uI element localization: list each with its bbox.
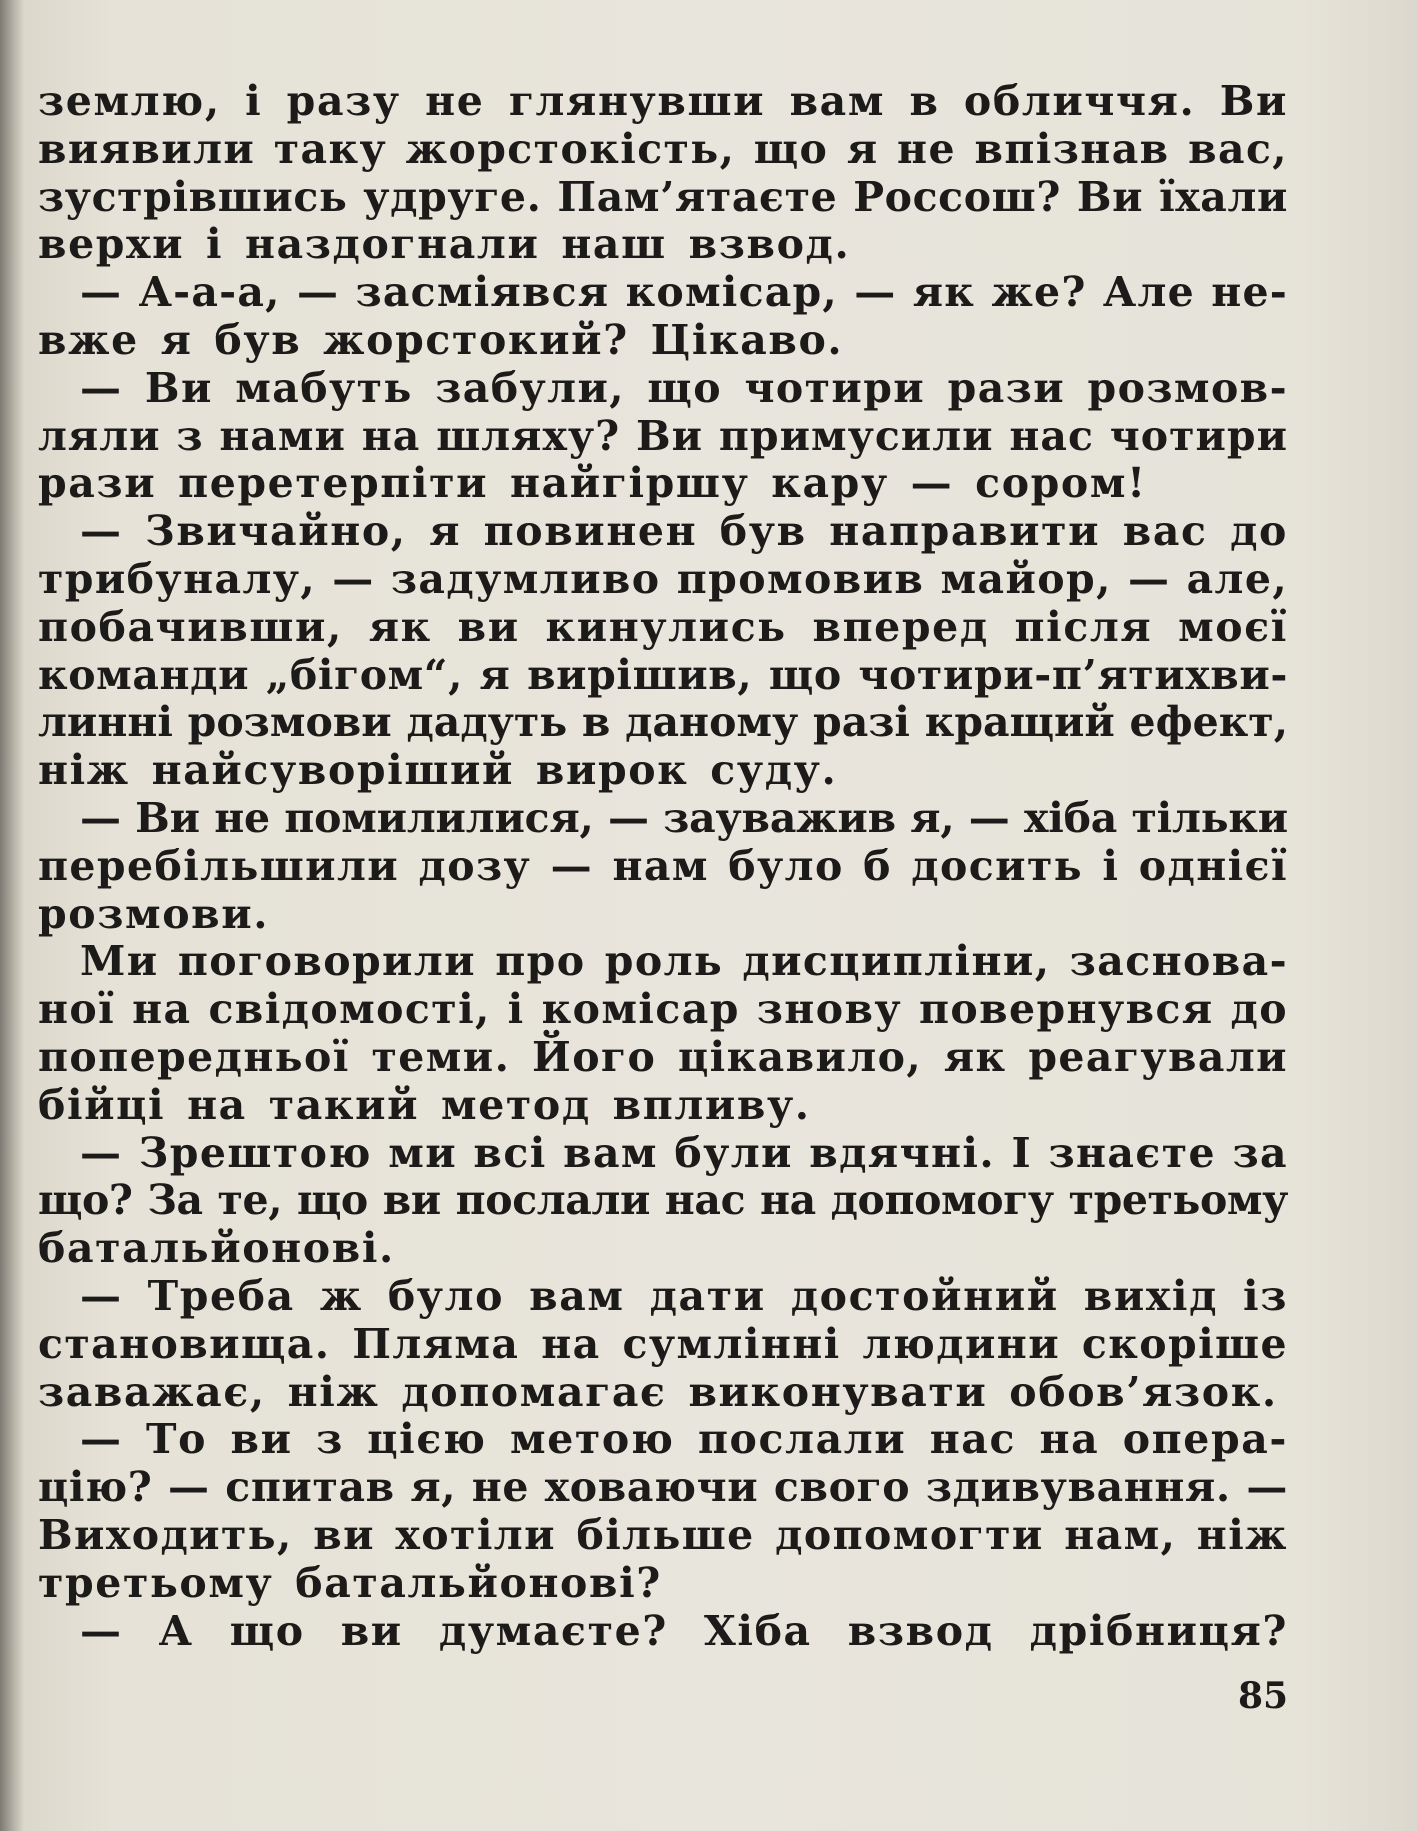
text-line: — То ви з цією метою послали нас на опера-	[80, 1415, 1288, 1464]
text-line: ної на свідомості, і комісар знову повернувся до	[38, 985, 1288, 1034]
text-line: — Треба ж було вам дати достойний вихід із	[80, 1271, 1288, 1320]
text-line: — Звичайно, я повинен був направити вас до	[80, 507, 1288, 556]
text-line: заважає, ніж допомагає виконувати обов’язок.	[38, 1367, 1278, 1416]
text-line: — Зрештою ми всі вам були вдячні. І знаєте за	[80, 1128, 1288, 1177]
page-number: 85	[1238, 1675, 1289, 1717]
text-line: батальйонові.	[38, 1224, 395, 1273]
text-line: Виходить, ви хотіли більше допомогти нам, ніж	[38, 1510, 1288, 1559]
text-line: бійці на такий метод впливу.	[38, 1080, 811, 1129]
text-line: — А-а-а, — засміявся комісар, — як же? Але не-	[80, 268, 1288, 317]
text-line: перебільшили дозу — нам було б досить і однієї	[38, 841, 1288, 890]
text-line: команди „бігом“, я вирішив, що чотири-п’ятихви-	[38, 650, 1288, 699]
text-line: ляли з нами на шляху? Ви примусили нас чотири	[38, 411, 1288, 460]
text-line: зустрівшись удруге. Пам’ятаєте Россош? Ви їхали	[38, 172, 1288, 221]
text-line: верхи і наздогнали наш взвод.	[38, 220, 851, 269]
text-line: ніж найсуворіший вирок суду.	[38, 746, 838, 795]
text-line: — Ви мабуть забули, що чотири рази розмов-	[80, 363, 1288, 412]
text-line: линні розмови дадуть в даному разі кращий ефект,	[38, 698, 1288, 747]
text-line: третьому батальйонові?	[38, 1558, 662, 1607]
text-line: — Ви не помилилися, — зауважив я, — хіба тільки	[80, 793, 1288, 842]
text-line: становища. Пляма на сумлінні людини скоріше	[38, 1319, 1288, 1368]
text-line: рази перетерпіти найгіршу кару — сором!	[38, 459, 1147, 508]
text-line: розмови.	[38, 889, 270, 938]
text-line: попередньої теми. Його цікавило, як реагували	[38, 1032, 1288, 1081]
text-line: вже я був жорстокий? Цікаво.	[38, 315, 844, 364]
text-line: побачивши, як ви кинулись вперед після моєї	[38, 602, 1288, 651]
text-line: — А що ви думаєте? Хіба взвод дрібниця?	[80, 1606, 1288, 1655]
text-line: Ми поговорили про роль дисципліни, заснова-	[80, 937, 1288, 986]
text-line: що? За те, що ви послали нас на допомогу третьому	[38, 1176, 1288, 1225]
text-line: трибуналу, — задумливо промовив майор, — але,	[38, 554, 1288, 603]
text-line: землю, і разу не глянувши вам в обличчя. Ви	[38, 77, 1288, 125]
page-text	[38, 78, 1288, 1655]
text-line: виявили таку жорстокість, що я не впізнав вас,	[38, 124, 1288, 173]
text-line: цію? — спитав я, не ховаючи свого здивування. —	[38, 1463, 1288, 1512]
